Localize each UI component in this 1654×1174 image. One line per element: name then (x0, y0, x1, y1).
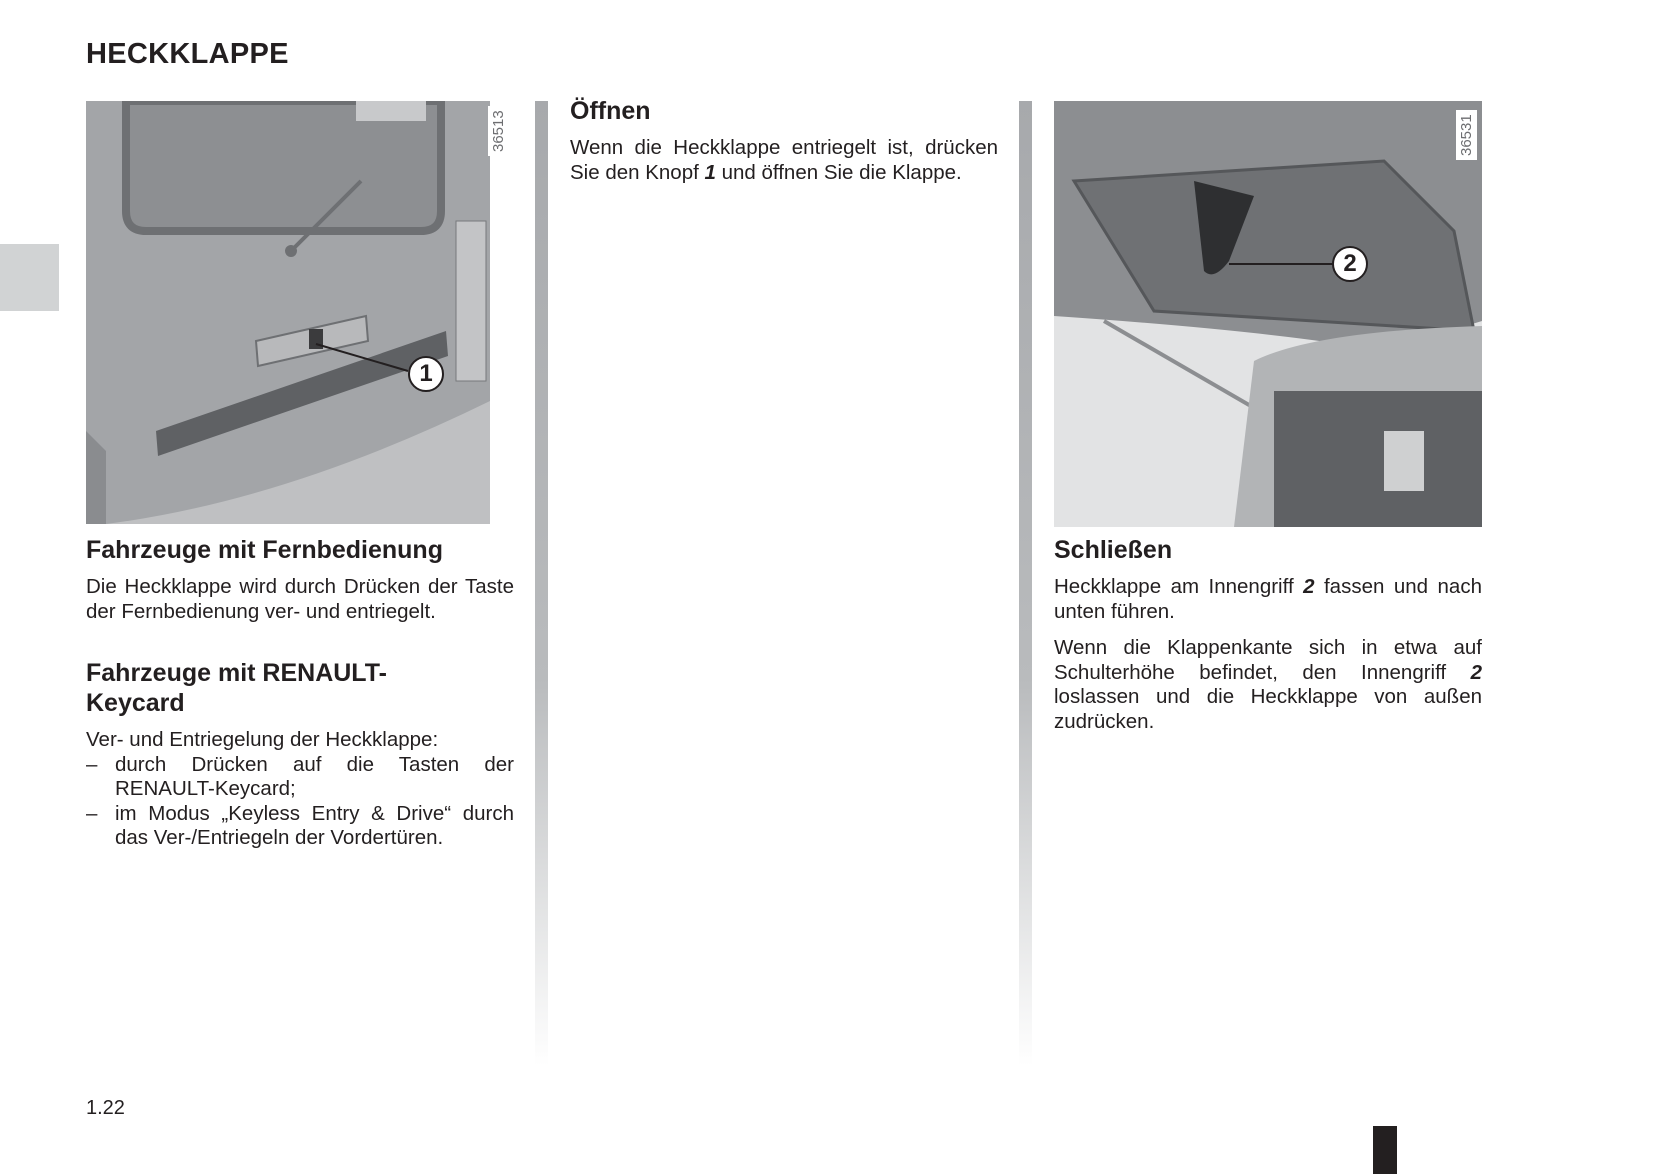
column-divider (535, 101, 548, 1066)
heading-open: Öffnen (570, 97, 651, 125)
figure-number-36531: 36531 (1456, 110, 1477, 160)
text-close-1: Heckklappe am Innengriff 2 fassen und nach unten führen. (1054, 575, 1482, 623)
page-number: 1.22 (86, 1097, 125, 1119)
list-item: – durch Drücken auf die Tasten der RENAULT-Keycard; (86, 752, 514, 800)
text-open: Wenn die Heckklappe entriegelt ist, drücken Sie den Knopf 1 und öffnen Sie die Klappe. (570, 136, 998, 184)
text-close-2: Wenn die Klappenkante sich in etwa auf Schulterhöhe befindet, den Innengriff 2 loslassen und die Heckklappe von außen zudrücken. (1054, 636, 1482, 733)
column-divider (1019, 101, 1032, 1066)
right-column (1054, 535, 1482, 746)
heading-close: Schließen (1054, 536, 1173, 564)
tailgate-exterior-illustration (86, 101, 490, 524)
middle-column (570, 96, 998, 197)
page-title: HECKKLAPPE (86, 38, 289, 70)
text-remote: Die Heckklappe wird durch Drücken der Taste der Fernbedienung ver- und entriegelt. (86, 575, 514, 623)
left-column (86, 535, 514, 851)
heading-keycard: Fahrzeuge mit RENAULT-Keycard (86, 659, 387, 717)
figure-number-36513: 36513 (488, 106, 509, 156)
chapter-tab (0, 244, 59, 311)
text-keycard: Ver- und Entriegelung der Heckklappe: (86, 728, 439, 751)
list-item: – im Modus „Keyless Entry & Drive“ durch das Ver-/Entriegeln der Vordertüren. (86, 801, 514, 849)
callout-1: 1 (408, 356, 444, 392)
thumb-index-marker (1373, 1126, 1397, 1174)
callout-2-leader (1054, 101, 1482, 527)
callout-2: 2 (1332, 246, 1368, 282)
tailgate-interior-illustration (1054, 101, 1482, 527)
callout-1-leader (86, 101, 490, 524)
keycard-list (86, 753, 514, 851)
heading-remote: Fahrzeuge mit Fernbedienung (86, 536, 443, 564)
